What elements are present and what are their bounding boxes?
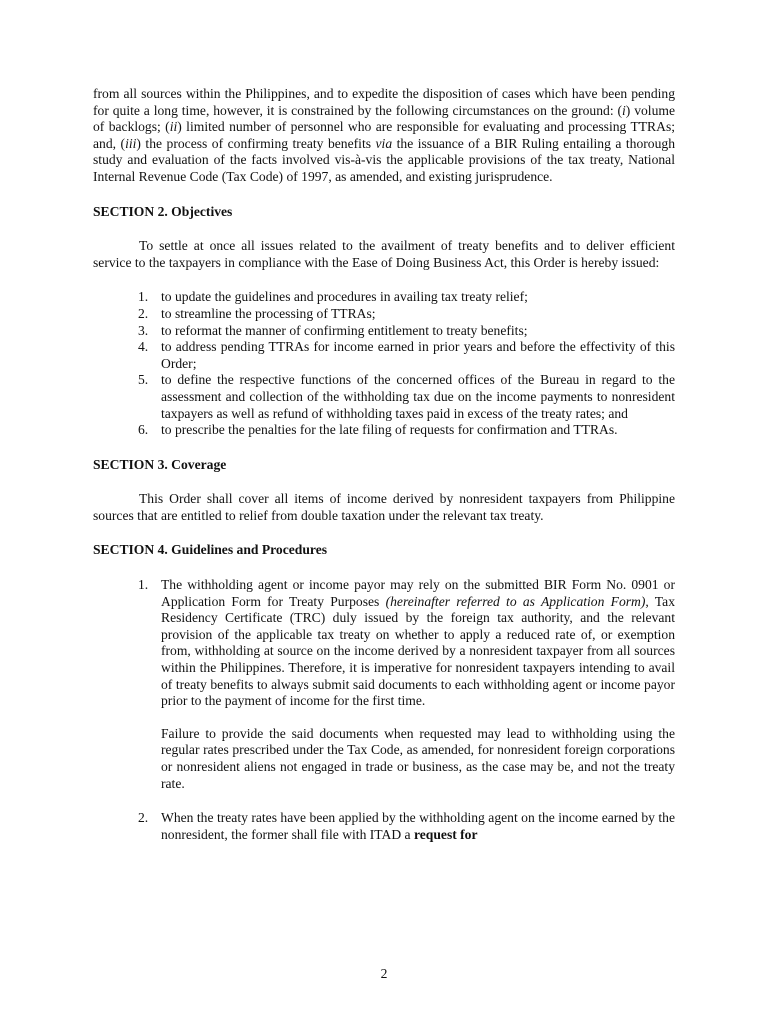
list-item: 3. to reformat the manner of confirming entitlement to treaty benefits; [138,322,528,338]
document-page [93,86,675,843]
section-3-heading: SECTION 3. Coverage [93,456,227,472]
section-4-heading: SECTION 4. Guidelines and Procedures [93,542,328,558]
section-2-heading: SECTION 2. Objectives [93,203,233,219]
procedures-list [93,577,675,843]
procedure-2-text: When the treaty rates have been applied by the withholding agent on the income earned by the nonresident, the former shall file with ITAD a request for [161,810,675,842]
list-item: 1. to update the guidelines and procedures in availing tax treaty relief; [138,289,528,305]
intro-paragraph: from all sources within the Philippines, and to expedite the disposition of cases which have been pending for quite a long time, however, it is constrained by the following circumstances on the ground: (i) volume of backlogs; (ii) limited number of personnel who are responsible for evaluating and processing TTRAs; and, (iii) the process of confirming treaty benefits via the issuance of a BIR Ruling entailing a thorough study and evaluation of the facts involved vis-à-vis the applicable provisions of the tax treaty, National Internal Revenue Code (Tax Code) of 1997, as amended, and existing jurisprudence. [93,86,676,184]
section-2-body: To settle at once all issues related to the availment of treaty benefits and to deliver efficient service to the taxpayers in compliance with the Ease of Doing Business Act, this Order is hereby issued: [93,238,675,270]
list-item: 1. The withholding agent or income payor may rely on the submitted BIR Form No. 0901 or Application Form for Treaty Purposes (hereinafter referred to as Application Form), Tax Residency Certificate (TRC) duly issued by the foreign tax authority, and the relevant provision of the applicable tax treaty on whether to apply a reduced rate of, or exemption from, withholding at source on the income derived by a nonresident taxpayer from all sources within the Philippines. Therefore, it is imperative for nonresident taxpayers intending to avail of treaty benefits to always submit said documents to each withholding agent or income payor prior to the payment of income for the first time. Failure to provide the said documents when requested may lead to withholding using the regular rates prescribed under the Tax Code, as amended, for nonresident foreign corporations or nonresident aliens not engaged in trade or business, as the case may be, and not the treaty rate. [138,577,675,791]
section-3-body: This Order shall cover all items of income derived by nonresident taxpayers from Philippine sources that are entitled to relief from double taxation under the relevant tax treaty. [93,491,675,523]
procedure-1-subparagraph: Failure to provide the said documents when requested may lead to withholding using the regular rates prescribed under the Tax Code, as amended, for nonresident foreign corporations or nonresident aliens not engaged in trade or business, as the case may be, and not the treaty rate. [161,725,675,791]
list-item: 6. to prescribe the penalties for the late filing of requests for confirmation and TTRAs. [138,422,618,438]
list-item: 4. to address pending TTRAs for income earned in prior years and before the effectivity of this Order; [138,339,675,371]
procedure-1-text: The withholding agent or income payor may rely on the submitted BIR Form No. 0901 or Application Form for Treaty Purposes (hereinafter referred to as Application Form), Tax Residency Certificate (TRC) duly issued by the foreign tax authority, and the relevant provision of the applicable tax treaty on whether to apply a reduced rate of, or exemption from, withholding at source on the income derived by a nonresident taxpayer from all sources within the Philippines. Therefore, it is imperative for nonresident taxpayers intending to avail of treaty benefits to always submit said documents to each withholding agent or income payor prior to the payment of income for the first time. [161,577,675,709]
objectives-list [93,289,675,438]
list-item: 2. When the treaty rates have been applied by the withholding agent on the income earned by the nonresident, the former shall file with ITAD a request for [138,810,675,842]
page-number: 2 [380,966,388,981]
list-item: 5. to define the respective functions of the concerned offices of the Bureau in regard to the assessment and collection of the withholding tax due on the income payments to nonresident taxpayers as well as refund of withholding taxes paid in excess of the treaty rates; and [138,372,675,421]
list-item: 2. to streamline the processing of TTRAs; [138,305,376,321]
